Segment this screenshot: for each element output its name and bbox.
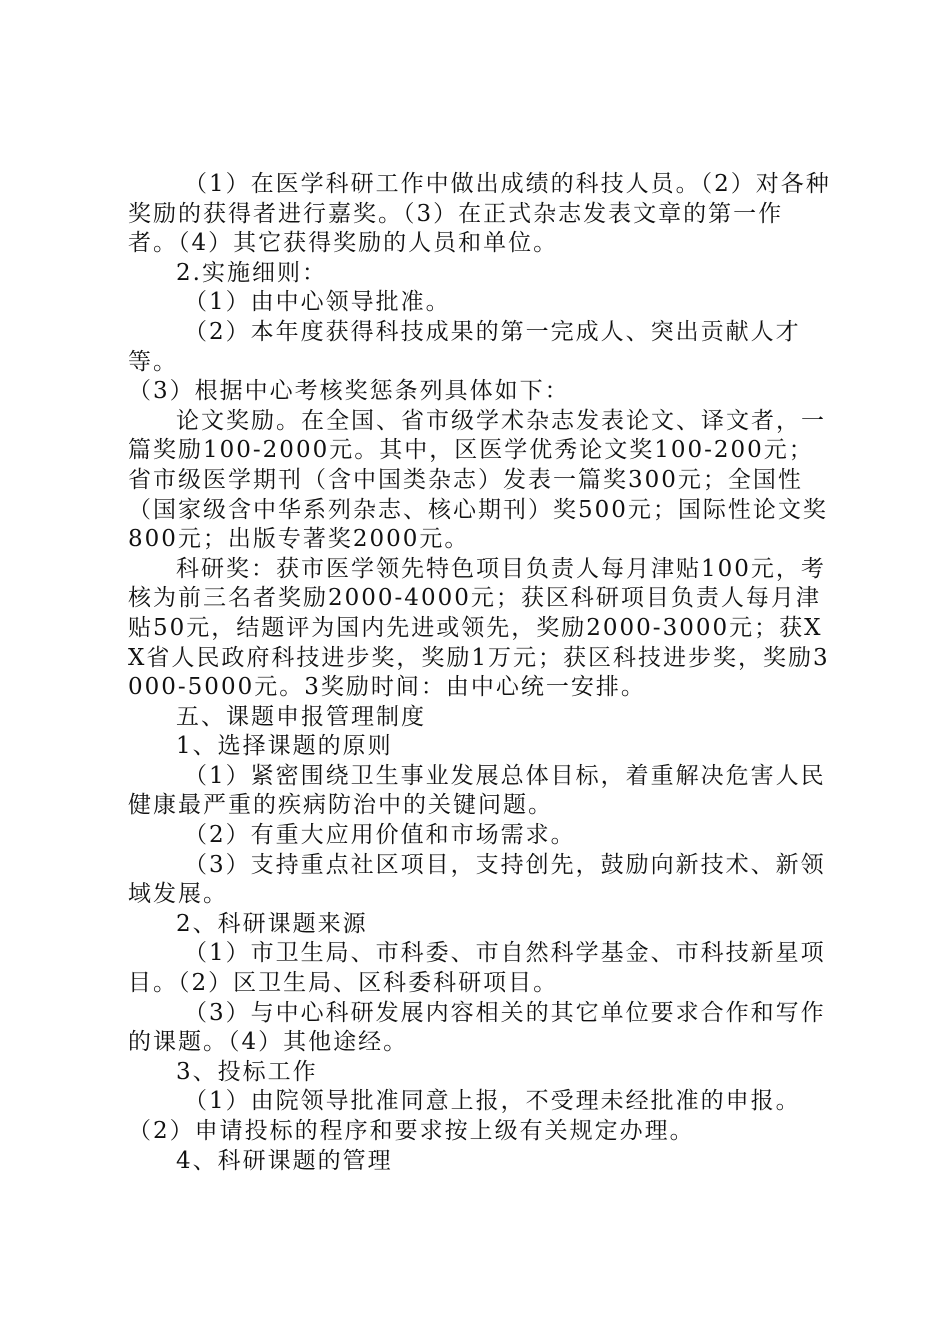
paragraph-principle-1: （1）紧密围绕卫生事业发展总体目标，着重解决危害人民健康最严重的疾病防治中的关键问题。 [128, 762, 826, 819]
heading-implementation-rules: 2.实施细则： [176, 259, 327, 286]
paragraph-paper-award: 论文奖励。在全国、省市级学术杂志发表论文、译文者，一篇奖励100-2000元。其中，区医学优秀论文奖100-200元；省市级医学期刊（含中国类杂志）发表一篇奖300元；全国性（国家级含中华系列杂志、核心期刊）奖500元；国际性论文奖800元；出版专著奖2000元。 [128, 407, 828, 553]
heading-section-five: 五、课题申报管理制度 [176, 703, 426, 730]
heading-topic-management: 4、科研课题的管理 [176, 1147, 393, 1174]
paragraph-bidding-2: （2）申请投标的程序和要求按上级有关规定办理。 [128, 1118, 695, 1144]
paragraph-rule-1: （1）由中心领导批准。 [184, 289, 451, 316]
paragraph-rule-2: （2）本年度获得科技成果的第一完成人、突出贡献人才等。 [128, 318, 801, 375]
document-body [128, 170, 832, 1176]
paragraph-principle-3: （3）支持重点社区项目，支持创先，鼓励向新技术、新领域发展。 [128, 851, 826, 908]
heading-bidding-work: 3、投标工作 [176, 1058, 318, 1085]
paragraph-rule-3: （3）根据中心考核奖惩条列具体如下： [128, 378, 570, 405]
paragraph-bidding-1: （1）由院领导批准同意上报，不受理未经批准的申报。 [184, 1088, 801, 1115]
paragraph-source-1: （1）市卫生局、市科委、市自然科学基金、市科技新星项目。（2）区卫生局、区科委科研项目。 [128, 940, 826, 997]
heading-topic-principles: 1、选择课题的原则 [176, 733, 393, 760]
paragraph-source-3: （3）与中心科研发展内容相关的其它单位要求合作和写作的课题。（4）其他途经。 [128, 999, 826, 1056]
paragraph-award-scope: （1）在医学科研工作中做出成绩的科技人员。（2）对各种奖励的获得者进行嘉奖。（3）在正式杂志发表文章的第一作者。（4）其它获得奖励的人员和单位。 [128, 171, 831, 257]
paragraph-research-award: 科研奖：获市医学领先特色项目负责人每月津贴100元，考核为前三名者奖励2000-4000元；获区科研项目负责人每月津贴50元，结题评为国内先进或领先，奖励2000-3000元；获XX省人民政府科技进步奖，奖励1万元；获区科技进步奖，奖励3000-5000元。3奖励时间：由中心统一安排。 [128, 555, 830, 701]
heading-topic-sources: 2、科研课题来源 [176, 910, 368, 937]
paragraph-principle-2: （2）有重大应用价值和市场需求。 [184, 822, 576, 849]
